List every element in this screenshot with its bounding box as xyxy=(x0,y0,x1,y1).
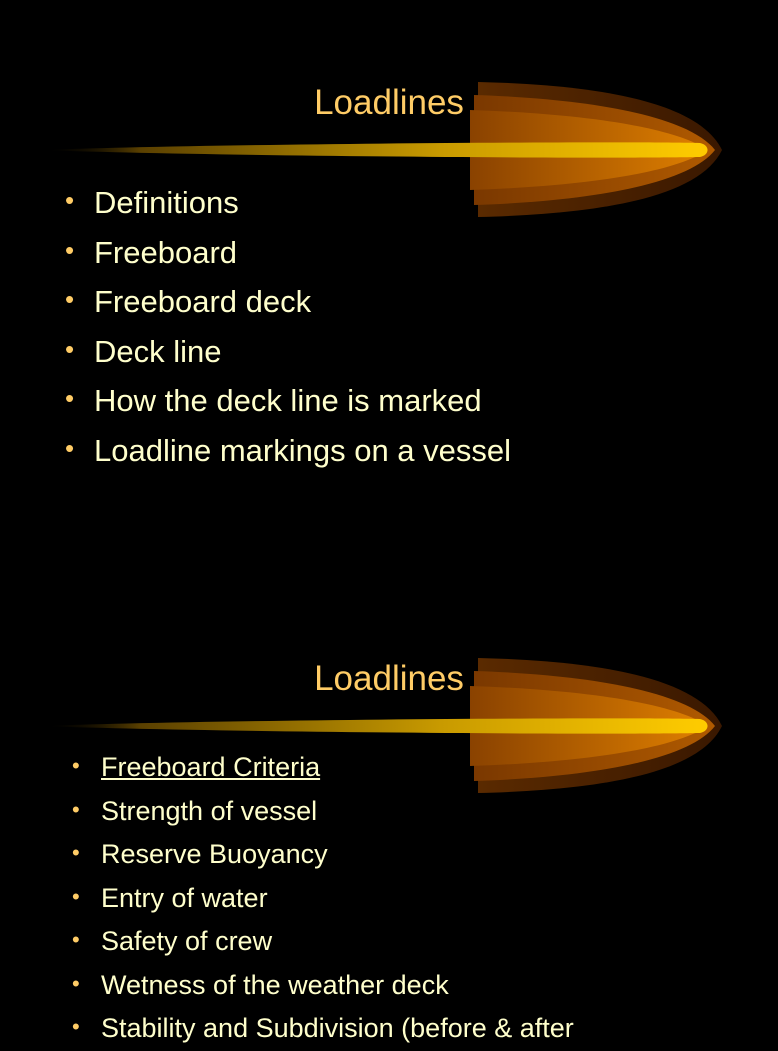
list-item-text: Safety of crew xyxy=(101,926,273,956)
list-item xyxy=(65,426,511,476)
list-item-text: Freeboard xyxy=(94,234,238,270)
list-item-text: Reserve Buoyancy xyxy=(101,839,328,869)
bullet-icon: • xyxy=(65,333,75,364)
list-item-text: Stability and Subdivision (before & after xyxy=(101,1013,574,1043)
list-item-link[interactable]: Freeboard Criteria xyxy=(101,752,321,782)
bullet-icon: • xyxy=(65,185,75,215)
list-item xyxy=(72,1007,574,1051)
list-item-text: Deck line xyxy=(94,333,222,369)
list-item xyxy=(65,228,511,278)
bullet-icon: • xyxy=(65,234,75,265)
list-item xyxy=(65,178,511,228)
list-item-text: Definitions xyxy=(94,185,239,220)
bullet-icon: • xyxy=(65,383,75,414)
bullet-icon: • xyxy=(72,796,80,822)
list-item xyxy=(65,376,511,426)
list-item xyxy=(65,327,511,377)
slide-title: Loadlines xyxy=(314,659,464,698)
list-item xyxy=(72,964,574,1008)
list-item-text: Entry of water xyxy=(101,882,268,913)
list-item xyxy=(72,877,574,921)
bullet-icon: • xyxy=(65,284,75,315)
bullet-icon: • xyxy=(72,883,80,909)
list-item-text: Strength of vessel xyxy=(101,795,318,826)
list-item xyxy=(65,277,511,327)
list-item-text: Wetness of the weather deck xyxy=(101,969,449,1000)
list-item-text: How the deck line is marked xyxy=(94,383,482,419)
bullet-list xyxy=(65,178,511,476)
bullet-icon: • xyxy=(72,840,80,865)
slide-2 xyxy=(0,576,768,1043)
list-item xyxy=(72,920,574,964)
bullet-icon: • xyxy=(72,753,80,778)
list-item xyxy=(72,833,574,877)
list-item-text: Loadline markings on a vessel xyxy=(94,432,512,468)
bullet-list xyxy=(72,746,574,1051)
list-item xyxy=(72,790,574,834)
title-underline-bar xyxy=(40,142,708,157)
bullet-icon: • xyxy=(72,1014,80,1039)
bullet-icon: • xyxy=(72,927,80,952)
title-underline-bar xyxy=(40,718,708,733)
bullet-icon: • xyxy=(65,432,75,463)
list-item-text: Freeboard deck xyxy=(94,284,312,320)
bullet-icon: • xyxy=(72,970,80,996)
slide-title: Loadlines xyxy=(314,83,464,122)
list-item xyxy=(72,746,574,790)
